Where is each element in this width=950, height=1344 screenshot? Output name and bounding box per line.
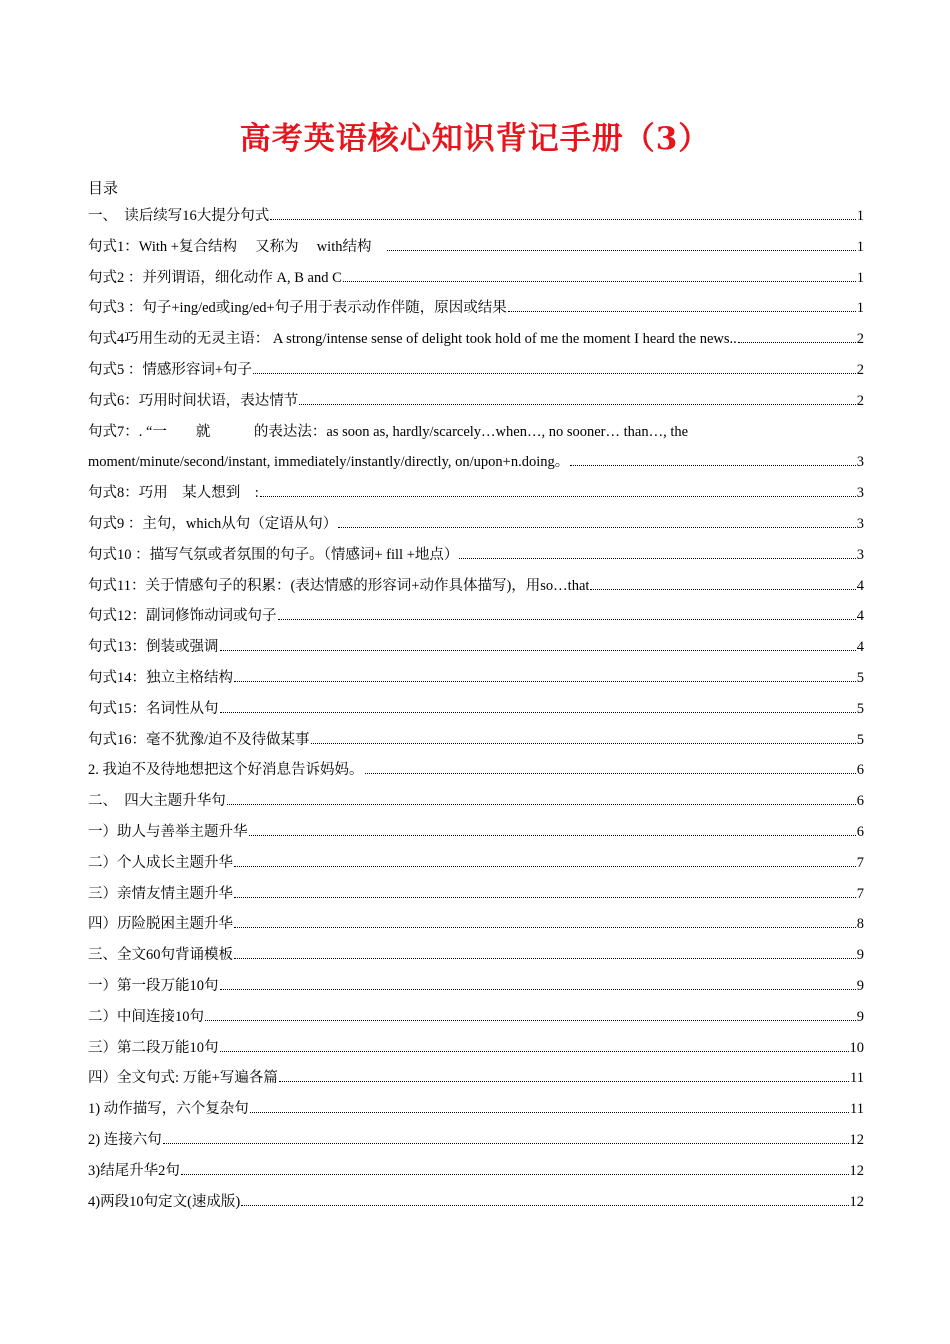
toc-entry[interactable]: 句式16：毫不犹豫/迫不及待做某事 5 [88,731,864,748]
toc-entry[interactable]: 3)结尾升华2句 12 [88,1162,864,1179]
toc-entry[interactable]: 句式12：副词修饰动词或句子 4 [88,608,864,625]
toc-entry[interactable]: 句式4巧用生动的无灵主语： A strong/intense sense of delight took hold of me the moment I heard the news.. 2 [88,331,864,348]
toc-entry-line-1[interactable]: 句式7：. “一 就 的表达法：as soon as, hardly/scarcely…when…, no sooner… than…, the [88,423,689,440]
toc-entry[interactable]: 三）第二段万能10句 10 [88,1039,864,1056]
toc-entry[interactable]: 三、全文60句背诵模板 9 [88,947,864,964]
toc-heading: 目录 [88,179,119,197]
toc-entry[interactable]: 句式6：巧用时间状语，表达情节 2 [88,392,864,409]
toc-entry[interactable]: 2) 连接六句 12 [88,1131,864,1148]
toc-entry[interactable]: 四）历险脱困主题升华 8 [88,916,864,933]
toc-entry[interactable]: 句式15：名词性从句 5 [88,700,864,717]
toc-entry[interactable]: 句式14：独立主格结构 5 [88,669,864,686]
toc-entry[interactable]: 1) 动作描写，六个复杂句 11 [88,1101,864,1118]
toc-entry[interactable]: 三）亲情友情主题升华 7 [88,885,864,902]
toc-entry[interactable]: 句式13：倒装或强调 4 [88,639,864,656]
toc-entry-line-2[interactable]: moment/minute/second/instant, immediately/instantly/directly, on/upon+n.doing。 3 [88,454,864,471]
toc-entry[interactable]: 一）第一段万能10句 9 [88,977,864,994]
toc-entry[interactable]: 句式5 ：情感形容词+句子 2 [88,361,864,378]
toc-entry[interactable]: 句式11：关于情感句子的积累：(表达情感的形容词+动作具体描写)，用so…that 4 [88,577,864,594]
toc-entry[interactable]: 二、 四大主题升华句 6 [88,793,864,810]
toc-entry[interactable]: 一）助人与善举主题升华 6 [88,823,864,840]
document-title: 高考英语核心知识背记手册（3） [239,121,711,157]
toc-entry[interactable]: 句式2 ：并列谓语，细化动作 A, B and C 1 [88,269,864,286]
toc-entry[interactable]: 句式3 ：句子+ing/ed或ing/ed+句子用于表示动作伴随，原因或结果 1 [88,300,864,317]
toc-entry[interactable]: 二）个人成长主题升华 7 [88,854,864,871]
toc-entry[interactable]: 4)两段10句定文(速成版) 12 [88,1193,864,1210]
toc-entry[interactable]: 2. 我迫不及待地想把这个好消息告诉妈妈。 6 [88,762,864,779]
toc-entry[interactable]: 四）全文句式: 万能+写遍各篇 11 [88,1070,864,1087]
toc-entry[interactable]: 句式8：巧用 某人想到 : 3 [88,485,864,502]
toc-entry[interactable]: 句式9 ：主句，which从句（定语从句） 3 [88,515,864,532]
toc-entry[interactable]: 句式1：With +复合结构 又称为 with结构 1 [88,238,864,255]
toc-entry[interactable]: 一、 读后续写16大提分句式 1 [88,208,864,224]
table-of-contents [88,206,864,1222]
toc-entry[interactable]: 句式10 ：描写气氛或者氛围的句子。（情感词+ fill +地点） 3 [88,546,864,563]
toc-entry[interactable]: 二）中间连接10句 9 [88,1008,864,1025]
